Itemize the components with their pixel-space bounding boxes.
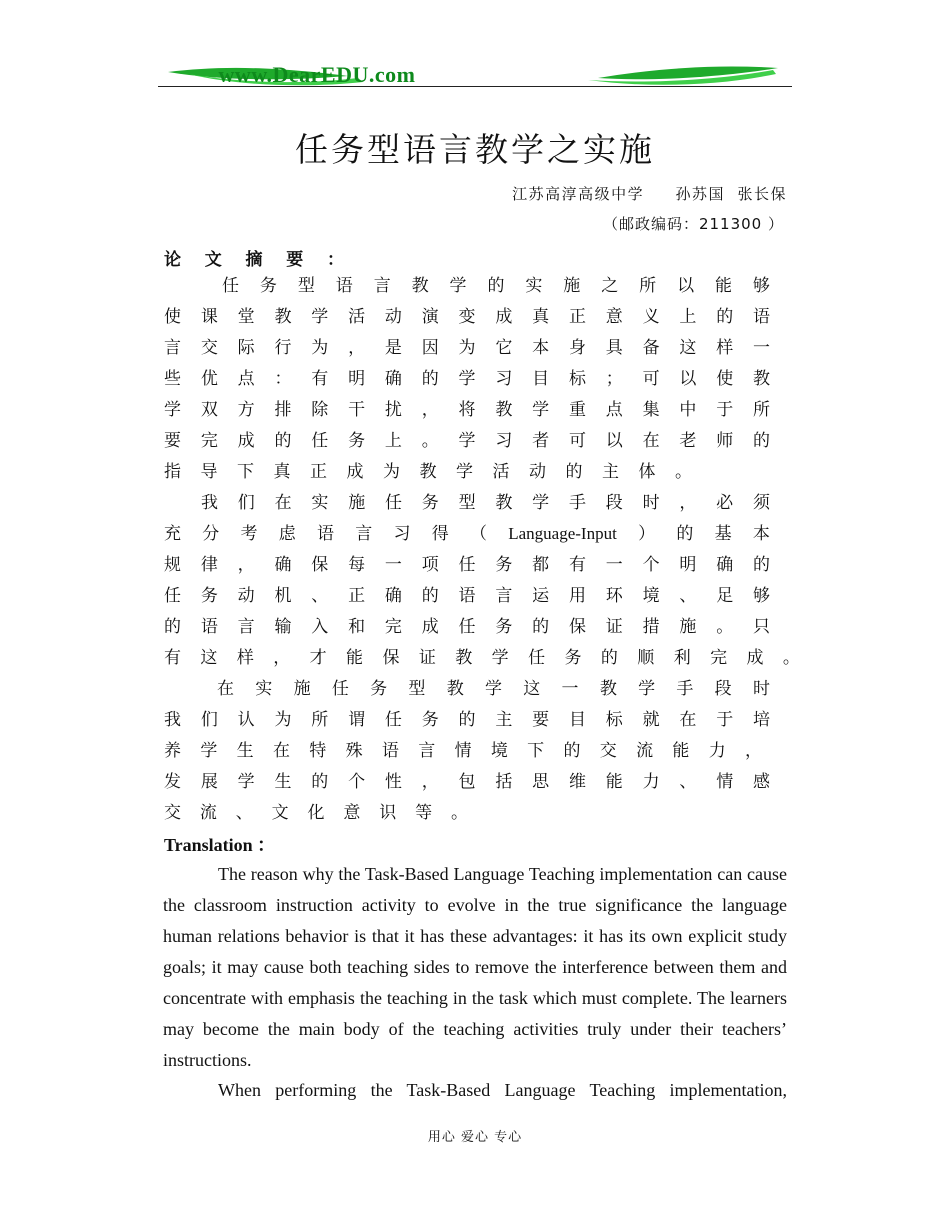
- postcode-line: （邮政编码：211300 ）: [602, 215, 784, 233]
- abstract-line: 充 分 考 虑 语 言 习 得 （ Language-Input ） 的 基 本: [164, 524, 770, 544]
- site-banner-text: www.DearEDU.com: [218, 62, 416, 87]
- abstract-line: 有 这 样 ， 才 能 保 证 教 学 任 务 的 顺 利 完 成 。: [164, 648, 800, 668]
- abstract-line: 言 交 际 行 为 ， 是 因 为 它 本 身 具 备 这 样 一: [164, 338, 770, 358]
- page-footer: 用心 爱心 专心: [427, 1130, 523, 1145]
- translation-paragraph: The reason why the Task-Based Language Teaching implementation can cause the classroom instruction activity to evolve in the true significance the language human relations behavior is that it has these advantages: it has its own explicit study goals; it may cause both teaching sides to remove the interference between them and concentrate with emphasis the teaching in the task which must complete. The learners may become the main body of the teaching activities truly under their teachers’ instructions.: [163, 864, 787, 1070]
- abstract-line: 交 流 、 文 化 意 识 等 。: [164, 803, 468, 823]
- abstract-line: 发 展 学 生 的 个 性 ， 包 括 思 维 能 力 、 情 感: [164, 772, 770, 792]
- abstract-line: 要 完 成 的 任 务 上 。 学 习 者 可 以 在 老 师 的: [164, 431, 770, 451]
- abstract-line: 使 课 堂 教 学 活 动 演 变 成 真 正 意 义 上 的 语: [164, 307, 770, 327]
- abstract-line: 在 实 施 任 务 型 教 学 这 一 教 学 手 段 时: [217, 679, 770, 699]
- abstract-line: 的 语 言 输 入 和 完 成 任 务 的 保 证 措 施 。 只: [164, 617, 770, 637]
- abstract-line: 我 们 在 实 施 任 务 型 教 学 手 段 时 ， 必 须: [201, 493, 770, 513]
- abstract-line: 我 们 认 为 所 谓 任 务 的 主 要 目 标 就 在 于 培: [164, 710, 770, 730]
- translation-heading: Translation ：: [164, 835, 276, 855]
- abstract-heading: 论 文 摘 要 ：: [164, 250, 344, 270]
- translation-paragraph: When performing the Task-Based Language Teaching implementation,: [218, 1080, 787, 1100]
- abstract-line: 规 律 ， 确 保 每 一 项 任 务 都 有 一 个 明 确 的: [164, 555, 770, 575]
- abstract-line: 指 导 下 真 正 成 为 教 学 活 动 的 主 体 。: [164, 462, 692, 482]
- abstract-line: 任 务 动 机 、 正 确 的 语 言 运 用 环 境 、 足 够: [164, 586, 770, 606]
- abstract-line: 养 学 生 在 特 殊 语 言 情 境 下 的 交 流 能 力 ，: [164, 741, 762, 761]
- document-title: 任务型语言教学之实施: [295, 130, 655, 169]
- header-rule: [158, 86, 792, 87]
- abstract-line: 任 务 型 语 言 教 学 的 实 施 之 所 以 能 够: [222, 276, 770, 296]
- abstract-line: 学 双 方 排 除 干 扰 ， 将 教 学 重 点 集 中 于 所: [164, 400, 770, 420]
- abstract-line: 些 优 点 ： 有 明 确 的 学 习 目 标 ； 可 以 使 教: [164, 369, 770, 389]
- author-line: 江苏高淳高级中学 孙苏国 张长保: [512, 185, 787, 203]
